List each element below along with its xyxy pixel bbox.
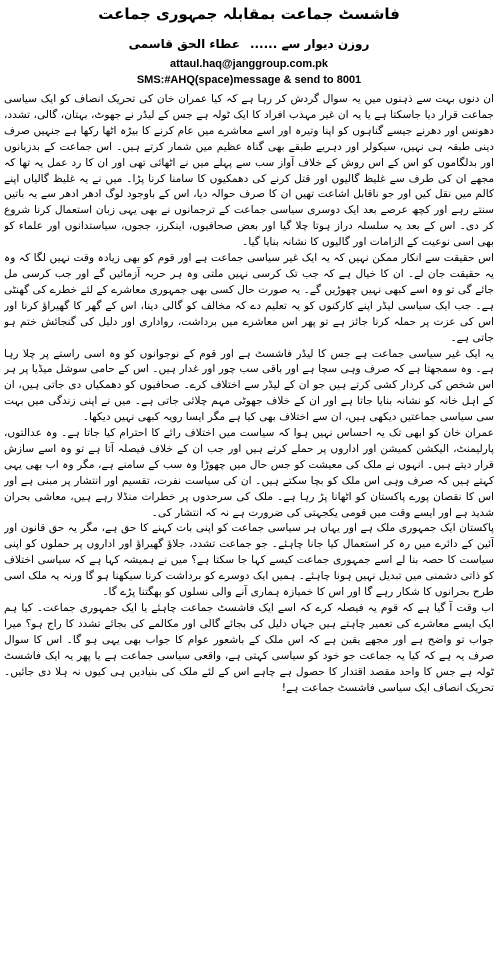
article-paragraph: اب وقت آ گیا ہے کہ قوم یہ فیصلہ کرے کہ اسے ایک فاشسٹ جماعت چاہئے یا ایک جمہوری جماعت۔ کیا ہم ایک ایسے معاشرے کی تعمیر چاہتے ہیں جہاں دلیل کی بجائے گالی اور مکالمے کی بجائے تشدد کا راج ہو؟ میرا جواب تو واضح ہے اور مجھے یقین ہے کہ اس ملک کے باشعور عوام کا جواب بھی یہی ہو گا۔ اس کا سوال صرف یہ ہے کہ کیا یہ جماعت جو خود کو سیاسی کہتی ہے، واقعی سیاسی جماعت ہے یا پھر یہ ایک فاشسٹ ٹولہ ہے جس کا واحد مقصد اقتدار کا حصول ہے چاہے اس کے لئے ملک کی بنیادیں ہی کیوں نہ ہلا دی جائیں۔ تحریک انصاف ایک سیاسی فاشسٹ جماعت ہے! xyxy=(4,602,494,694)
article-paragraph: عمران خان کو ابھی تک یہ احساس نہیں ہوا کہ سیاست میں اختلاف رائے کا احترام کیا جاتا ہے۔ وہ عدالتوں، پارلیمنٹ، الیکشن کمیشن اور اداروں پر حملے کرتے ہیں اور جب ان کے خلاف فیصلہ آتا ہے تو وہ اسے سازش قرار دیتے ہیں۔ انہوں نے ملک کی معیشت کو جس حال میں چھوڑا وہ سب کے سامنے ہے، مگر وہ اب بھی یہی کہتے ہیں کہ صرف وہی اس ملک کو بچا سکتے ہیں۔ ان کی سیاست نفرت، تقسیم اور انتشار پر مبنی ہے اور اس کا نقصان پورے پاکستان کو اٹھانا پڑ رہا ہے۔ ملک کی سرحدوں پر خطرات منڈلا رہے ہیں، معاشی بحران شدید ہے اور ایسے وقت میں قومی یکجہتی کی ضرورت ہے نہ کہ انتشار کی۔ xyxy=(4,427,494,519)
column-headline: فاشسٹ جماعت بمقابلہ جمہوری جماعت xyxy=(98,5,400,23)
article-paragraph: اس حقیقت سے انکار ممکن نہیں کہ یہ ایک غیر سیاسی جماعت ہے اور قوم کو بھی زیادہ وقت نہیں لگا کہ وہ یہ حقیقت جان لے۔ ان کا خیال ہے کہ جب تک کرسی نہیں ملتی وہ ہر حربہ آزمائیں گے اور جب کرسی مل جائے گی تو وہ اسے کبھی نہیں چھوڑیں گے۔ یہ صورت حال کسی بھی جمہوری معاشرے کے لئے خطرے کی گھنٹی ہے۔ جب ایک سیاسی لیڈر اپنے کارکنوں کو یہ تعلیم دے کہ مخالف کو گالی دینا، اس کے گھر کا گھیراؤ کرنا اور اس کی عزت پر حملہ کرنا جائز ہے تو پھر اس معاشرے میں برداشت، رواداری اور دلیل کی گنجائش ختم ہو جاتی ہے۔ xyxy=(4,252,494,344)
author-email: attaul.haq@janggroup.com.pk xyxy=(169,58,328,70)
article-paragraph: پاکستان ایک جمہوری ملک ہے اور یہاں ہر سیاسی جماعت کو اپنی بات کہنے کا حق ہے، مگر یہ حق قانون اور آئین کے دائرے میں رہ کر استعمال کیا جانا چاہئے۔ جو جماعت تشدد، جلاؤ گھیراؤ اور اداروں پر حملوں کو اپنی سیاست کا حصہ بنا لے اسے جمہوری جماعت کیسے کہا جا سکتا ہے؟ میں نے ہمیشہ کہا ہے کہ سیاسی اختلاف کو ذاتی دشمنی میں تبدیل نہیں ہونا چاہئے۔ ہمیں ایک دوسرے کو برداشت کرنا سیکھنا ہو گا ورنہ یہ ملک اسی طرح بحرانوں کا شکار رہے گا اور اس کا خمیازہ ہماری آنے والی نسلوں کو بھگتنا پڑے گا۔ xyxy=(4,522,494,599)
sms-instructions: SMS:#AHQ(space)message & send to 8001 xyxy=(136,74,362,86)
article-paragraph: ان دنوں بہت سے ذہنوں میں یہ سوال گردش کر رہا ہے کہ کیا عمران خان کی تحریک انصاف کو ایک سیاسی جماعت قرار دیا جاسکتا ہے یا یہ ان غیر مہذب افراد کا ایک ٹولہ ہے جس کے لیڈر نے جھوٹ، بہتان، گالی، تشدد، دھونس اور دھرنے جیسے گناہوں کو اپنا وتیرہ اور اسے معاشرے میں عام کرنے کا بیڑہ اٹھا رکھا ہے جنہیں صرف دینی طبقہ ہی نہیں، سیکولر اور دہریے طبقے بھی گناہ عظیم میں شمار کرتے ہیں۔ اس جماعت کے بدزبانوں اور بدلگاموں کو اس کے اس روش کے خلاف آواز سب سے پہلے میں نے اٹھائی تھی اور ان کا رد عمل یہ تھا کہ مجھے ان کی طرف سے غلیظ گالیوں اور قتل کرنے کی دھمکیوں کا سامنا کرنا پڑا۔ میں نے یہ غلیظ گالیاں اپنے کالم میں نقل کیں اور جو ناقابل اشاعت تھیں ان کا صرف حوالہ دیا، اس کے باوجود لوگ ادھر ادھر سے یہ باتیں سنتے رہے اور کچھ عرصے بعد ایک دوسری سیاسی جماعت کے ترجمانوں نے بھی یہی زبان استعمال کرنا شروع کر دی۔ اس کے بعد یہ سلسلہ دراز ہوتا چلا گیا اور بعض صحافیوں، اینکرز، ججوں، سیاستدانوں اور علماء کو بھی اسی نوعیت کے الزامات اور گالیوں کا نشانہ بنایا گیا۔ xyxy=(4,93,494,249)
byline xyxy=(0,34,498,54)
column-name: روزن دیوار سے ...... xyxy=(249,37,370,51)
article-body xyxy=(4,92,494,950)
article-paragraph: یہ ایک غیر سیاسی جماعت ہے جس کا لیڈر فاشسٹ ہے اور قوم کے نوجوانوں کو وہ اسی راستے پر چلا رہا ہے۔ وہ سمجھتا ہے کہ صرف وہی سچا ہے اور باقی سب چور اور غدار ہیں۔ اس کے حامی سوشل میڈیا پر ہر اس شخص کی کردار کشی کرتے ہیں جو ان کے لیڈر سے اختلاف کرے۔ صحافیوں کو دھمکیاں دی جاتی ہیں، ان کے اہل خانہ کو نشانہ بنایا جاتا ہے اور ان کے خلاف جھوٹی مہم چلائی جاتی ہے۔ میں نے اپنی زندگی میں بہت سی سیاسی جماعتیں دیکھی ہیں، ان سے اختلاف بھی کیا ہے مگر ایسا رویہ کبھی نہیں دیکھا۔ xyxy=(4,347,494,424)
author-name: عطاء الحق قاسمی xyxy=(128,37,240,51)
